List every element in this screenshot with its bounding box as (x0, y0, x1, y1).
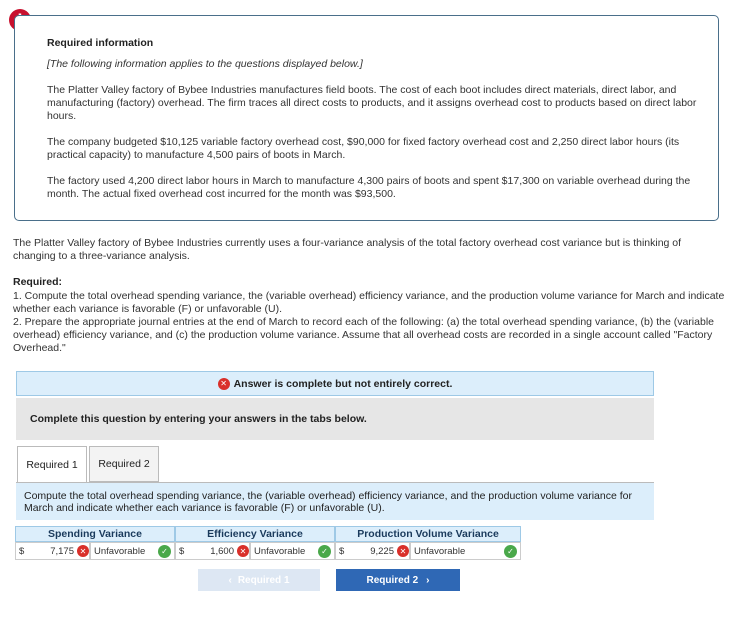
prev-label: Required 1 (237, 574, 290, 586)
currency-symbol: $ (19, 545, 25, 557)
next-button[interactable] (336, 569, 460, 591)
correct-check-icon: ✓ (158, 545, 171, 558)
spending-amount: 7,175 (50, 545, 74, 557)
required-list (13, 290, 725, 355)
error-x-icon: ✕ (218, 378, 230, 390)
answer-status-banner (16, 371, 654, 396)
currency-symbol: $ (339, 545, 345, 557)
required-item-1: 1. Compute the total overhead spending variance, the (variable overhead) efficiency variance, and the production volume variance for March and indicate whether each variance is favorable (F) or unfavorable (U). (13, 290, 725, 315)
info-title: Required information (47, 37, 154, 49)
tab-required-2[interactable] (89, 446, 159, 482)
incorrect-x-icon: ✕ (77, 545, 89, 557)
question-intro: The Platter Valley factory of Bybee Industries currently uses a four-variance analysis of the total factory overhead cost variance but is thinking of changing to a three-variance analysis. (13, 237, 682, 262)
required-label: Required: (13, 276, 63, 288)
prev-button[interactable] (198, 569, 320, 591)
efficiency-status: Unfavorable (254, 545, 306, 557)
chevron-right-icon: › (426, 574, 430, 586)
incorrect-x-icon: ✕ (237, 545, 249, 557)
chevron-left-icon: ‹ (228, 574, 232, 586)
answer-status-text: Answer is complete but not entirely correct. (233, 377, 453, 390)
spending-status: Unfavorable (94, 545, 146, 557)
header-volume: Production Volume Variance (335, 526, 521, 542)
header-spending: Spending Variance (15, 526, 175, 542)
info-paragraph-3: The factory used 4,200 direct labor hours in March to manufacture 4,300 pairs of boots and spent $17,300 on variable overhead during the month. The actual fixed overhead cost incurred for the month was $93,500. (47, 175, 691, 200)
tab-label: Required 1 (26, 458, 78, 471)
info-paragraph-2: The company budgeted $10,125 variable factory overhead cost, $90,000 for fixed factory overhead cost and 2,250 direct labor hours (its practical capacity) to manufacture 4,500 pairs of boots in March. (47, 136, 680, 161)
task-description (16, 483, 654, 520)
correct-check-icon: ✓ (504, 545, 517, 558)
required-information-panel (14, 15, 719, 221)
incorrect-x-icon: ✕ (397, 545, 409, 557)
spending-status-select[interactable] (90, 542, 175, 560)
info-note: [The following information applies to the questions displayed below.] (47, 58, 363, 70)
volume-amount-field[interactable] (335, 542, 410, 560)
instruction-text: Complete this question by entering your answers in the tabs below. (30, 413, 367, 425)
volume-status-select[interactable] (410, 542, 521, 560)
correct-check-icon: ✓ (318, 545, 331, 558)
info-paragraph-1: The Platter Valley factory of Bybee Industries manufactures field boots. The cost of each boot includes direct materials, direct labor, and manufacturing (factory) overhead. The firm traces all direct costs to products, and it assigns overhead cost to products based on direct labor hours. (47, 84, 697, 122)
next-label: Required 2 (366, 574, 419, 586)
task-text: Compute the total overhead spending variance, the (variable overhead) efficiency variance, and the production volume variance for March and indicate whether each variance is favorable (F) or unfavorable (U). (24, 490, 633, 514)
volume-amount: 9,225 (370, 545, 394, 557)
volume-status: Unfavorable (414, 545, 466, 557)
tab-label: Required 2 (98, 458, 150, 470)
tab-required-1[interactable] (17, 446, 87, 483)
efficiency-amount: 1,600 (210, 545, 234, 557)
efficiency-status-select[interactable] (250, 542, 335, 560)
efficiency-amount-field[interactable] (175, 542, 250, 560)
instruction-bar (16, 398, 654, 440)
required-item-2: 2. Prepare the appropriate journal entries at the end of March to record each of the following: (a) the total overhead spending variance, (b) the (variable overhead) efficiency variance, and (c) the production volume variance. Assume that all overhead costs are recorded in a single account called "Factory Overhead." (13, 316, 714, 354)
currency-symbol: $ (179, 545, 185, 557)
header-efficiency: Efficiency Variance (175, 526, 335, 542)
spending-amount-field[interactable] (15, 542, 90, 560)
